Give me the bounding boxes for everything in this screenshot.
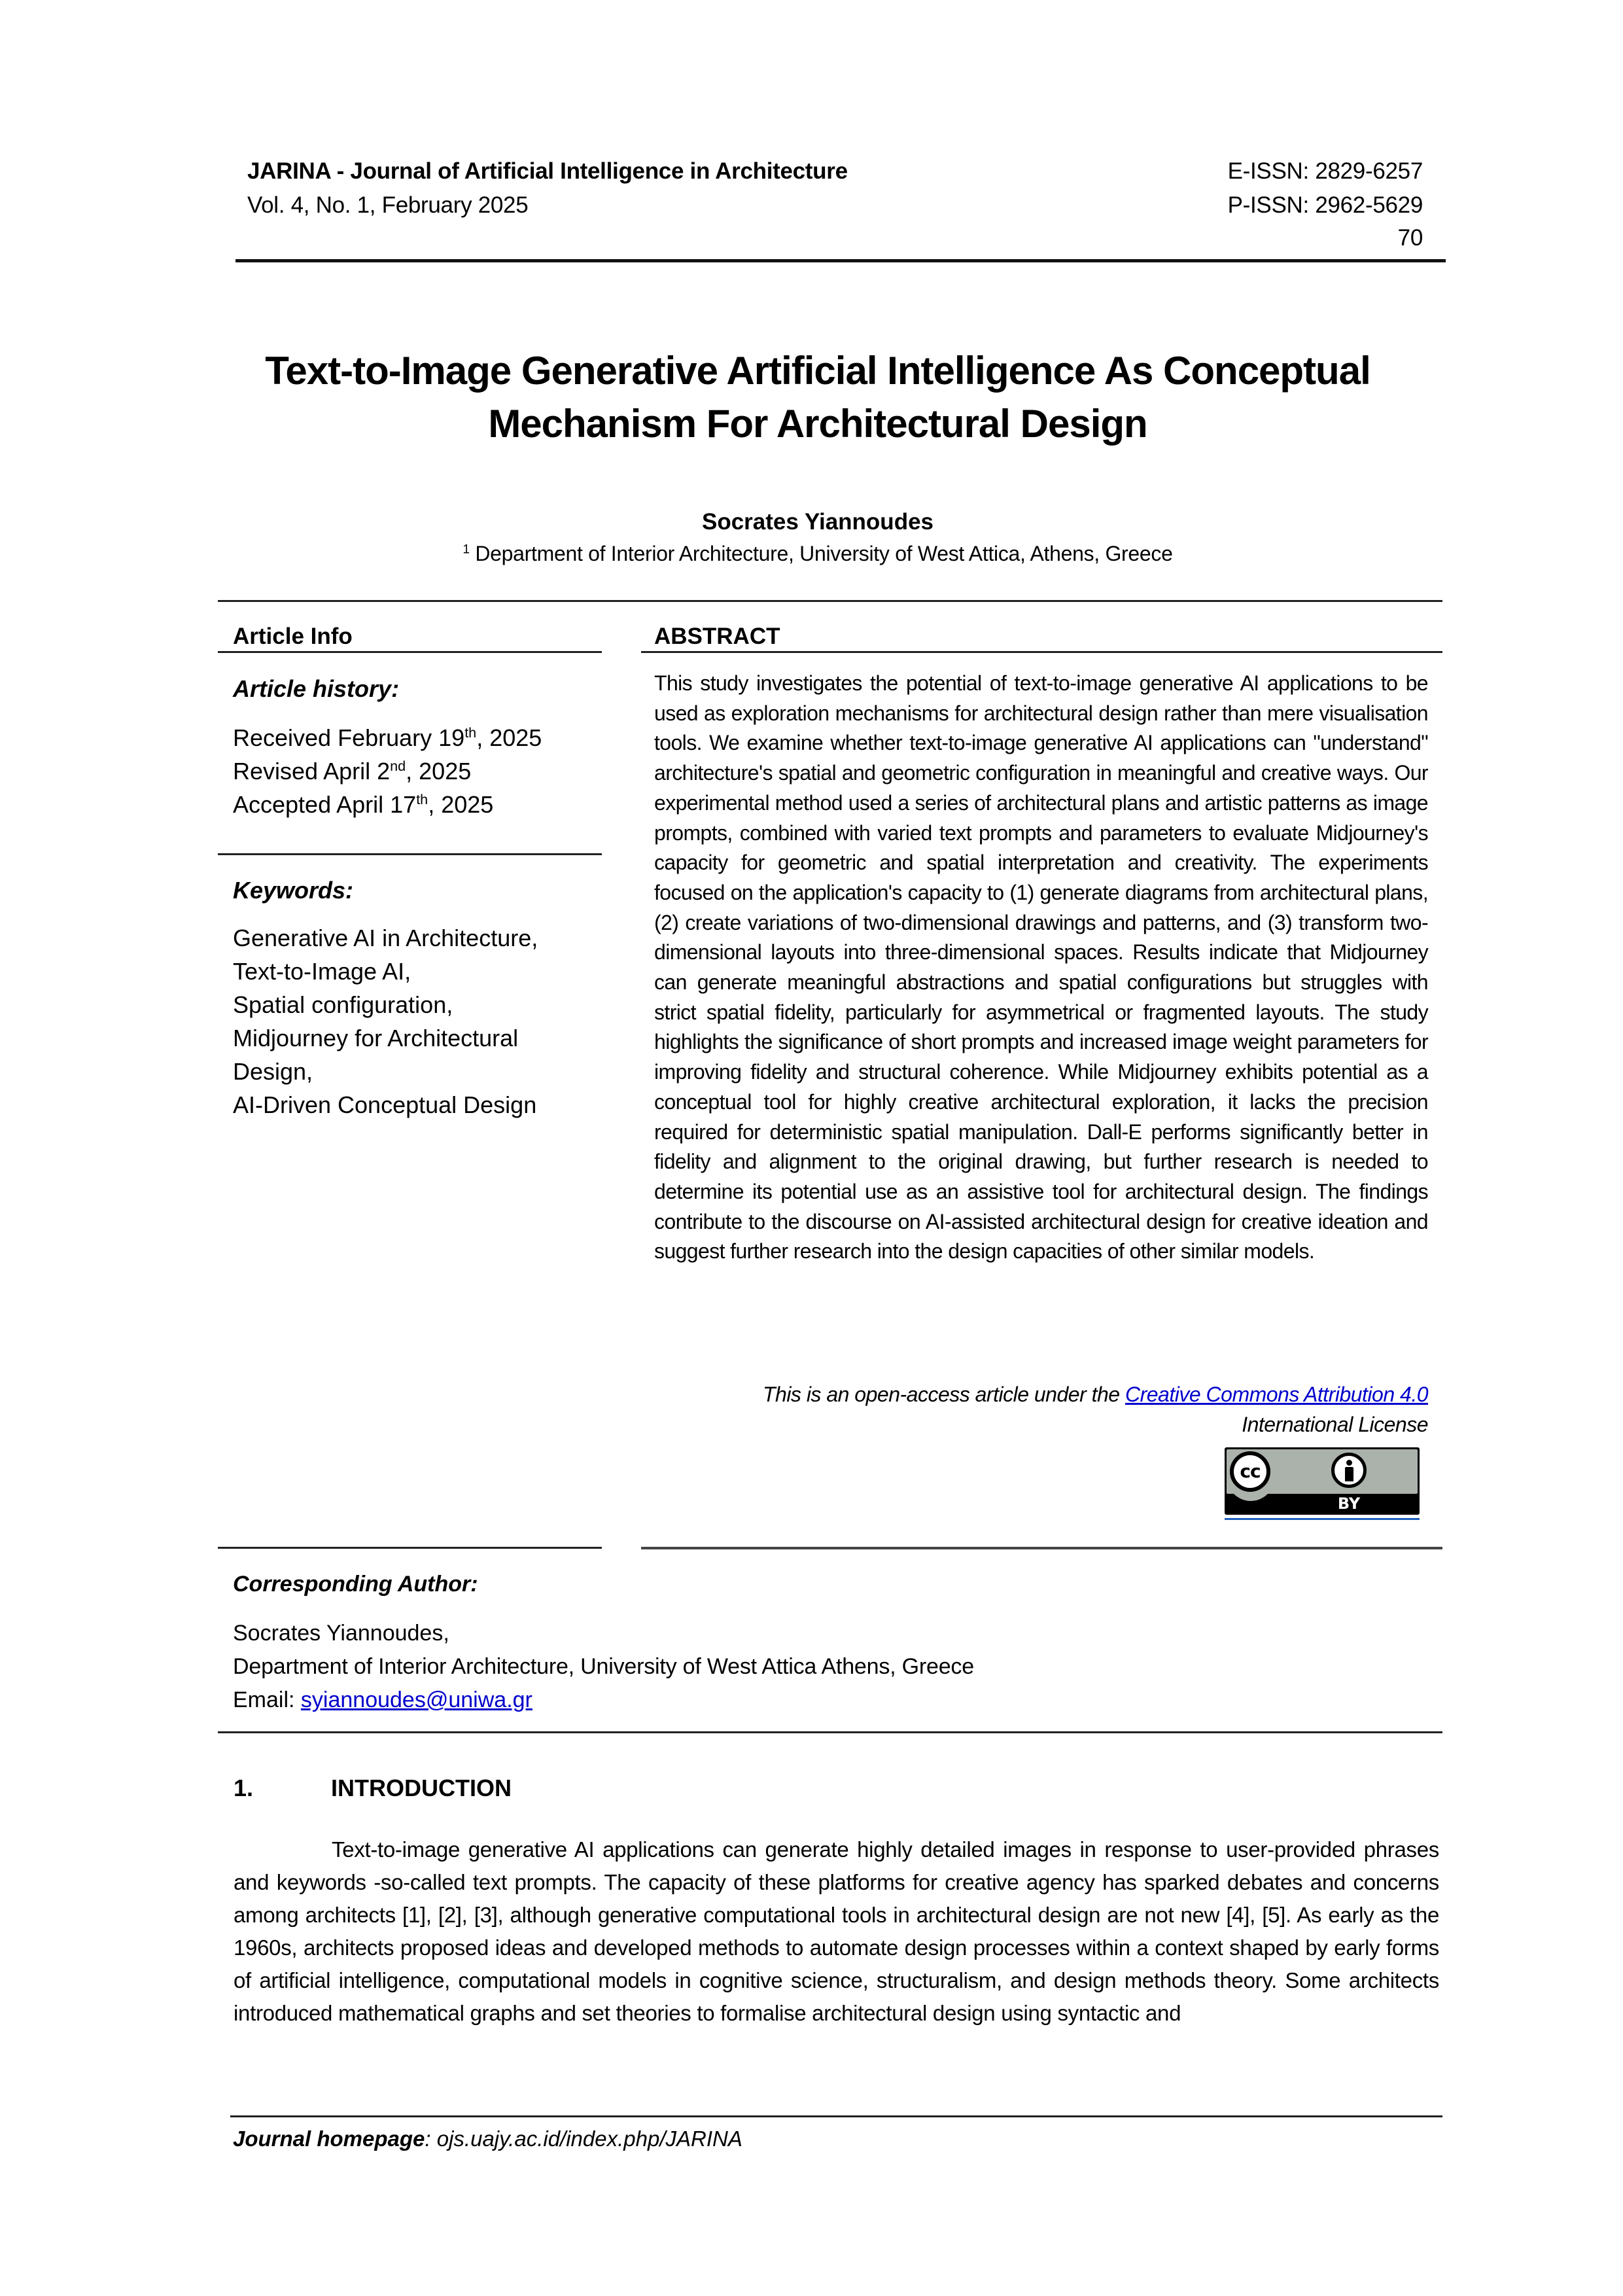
author-name: Socrates Yiannoudes (701, 509, 934, 535)
license-statement (654, 1379, 1428, 1409)
keywords-label: Keywords: (233, 877, 354, 904)
introduction-body (234, 1833, 1439, 2030)
email-label: Email: (233, 1687, 301, 1712)
abstract-body (654, 669, 1428, 1267)
volume-issue: Vol. 4, No. 1, February 2025 (247, 192, 529, 218)
license-link[interactable]: Creative Commons Attribution 4.0 (1125, 1383, 1428, 1406)
p-issn: P-ISSN: 2962-5629 (1227, 192, 1423, 218)
abstract-heading: ABSTRACT (654, 624, 780, 649)
badge-by-label: BY (1337, 1494, 1361, 1513)
corresponding-author-email-row (233, 1687, 532, 1713)
history-revised: Revised April 2nd, 2025 (233, 758, 472, 785)
email-link[interactable]: syiannoudes@uniwa.gr (300, 1687, 532, 1712)
article-info-rule (218, 651, 602, 653)
keyword-line: Midjourney for Architectural (233, 1025, 519, 1051)
keyword-line: Spatial configuration, (233, 991, 453, 1018)
abstract-rule (641, 651, 1442, 653)
keyword-line: Design, (233, 1058, 313, 1085)
introduction-paragraph: Text-to-image generative AI applications can generate highly detailed images in response to user-provided phrases and keywords -so-called text prompts. The capacity of these platforms for creative agency has sparked debates and concerns among architects [1], [2], [3], although generative computational tools in architectural design are not new [4], [5]. As early as the 1960s, architects proposed ideas and developed methods to automate design processes within a context shaped by early forms of artificial intelligence, computational models in cognitive science, structuralism, and design methods theory. Some architects introduced mathematical graphs and set theories to formalise architectural design using syntactic and (234, 1837, 1439, 2025)
journal-title: JARINA - Journal of Artificial Intelligence in Architecture (247, 158, 848, 184)
article-history-list (233, 721, 542, 821)
article-info-bottom-rule (218, 1547, 602, 1549)
author-bottom-rule (218, 1731, 1442, 1733)
info-top-rule (218, 600, 1442, 602)
article-history-label: Article history: (233, 675, 400, 702)
cc-by-badge[interactable] (1225, 1447, 1420, 1515)
paper-title-line-2: Mechanism For Architectural Design (488, 402, 1147, 446)
corresponding-author-name: Socrates Yiannoudes, (233, 1621, 449, 1646)
footer-rule (230, 2115, 1442, 2117)
history-accepted: Accepted April 17th, 2025 (233, 791, 494, 818)
page-number: 70 (1397, 225, 1423, 251)
abstract-bottom-rule (641, 1547, 1442, 1549)
corresponding-author-department: Department of Interior Architecture, University of West Attica Athens, Greece (233, 1654, 974, 1679)
attribution-person-icon (1331, 1453, 1367, 1488)
keyword-line: AI-Driven Conceptual Design (233, 1091, 537, 1118)
homepage-url[interactable]: ojs.uajy.ac.id/index.php/JARINA (436, 2127, 742, 2151)
journal-homepage (233, 2127, 742, 2151)
history-rule (218, 853, 602, 855)
abstract-text: This study investigates the potential of text-to-image generative AI applications to be used as exploration mechanisms for architectural design rather than mere visualisation tools. We examine whether text-to-image generative AI applications can "understand" architecture's spatial and geometric configuration in meaningful and creative ways. Our experimental method used a series of architectural plans and artistic patterns as image prompts, combined with varied text prompts and parameters to evaluate Midjourney's capacity for geometric and spatial interpretation and creativity. The experiments focused on the application's capacity to (1) generate diagrams from architectural plans, (2) create variations of two-dimensional drawings and patterns, and (3) transform two-dimensional layouts into three-dimensional spaces. Results indicate that Midjourney can generate meaningful abstractions and spatial configurations but struggles with strict spatial fidelity, particularly for asymmetrical or fragmented layouts. The study highlights the significance of short prompts and increased image weight parameters for improving fidelity and structural coherence. While Midjourney exhibits potential as a conceptual tool for highly creative architectural exploration, it lacks the precision required for deterministic spatial manipulation. Dall-E performs significantly better in fidelity and alignment to the original drawing, but further research is needed to determine its potential use as an assistive tool for architectural design. The findings contribute to the discourse on AI-assisted architectural design for creative ideation and suggest further research into the design capacities of other similar models. (654, 671, 1428, 1263)
license-suffix: International License (1242, 1413, 1428, 1436)
keywords-list (233, 921, 538, 1122)
affiliation-text: Department of Interior Architecture, University of West Attica, Athens, Greece (469, 542, 1173, 565)
header-rule (236, 259, 1446, 262)
e-issn: E-ISSN: 2829-6257 (1227, 158, 1423, 184)
license-prefix: This is an open-access article under the (762, 1383, 1125, 1406)
homepage-separator: : (425, 2127, 437, 2151)
person-body (1345, 1467, 1353, 1481)
homepage-label: Journal homepage (233, 2127, 425, 2151)
person-head (1346, 1460, 1352, 1466)
badge-link-underline (1225, 1518, 1420, 1520)
section-heading-introduction: INTRODUCTION (331, 1775, 512, 1801)
affiliation-marker: 1 (462, 542, 470, 557)
keyword-line: Generative AI in Architecture, (233, 925, 538, 951)
keyword-line: Text-to-Image AI, (233, 958, 411, 985)
section-number: 1. (234, 1775, 254, 1801)
author-affiliation (196, 542, 1439, 566)
article-info-heading: Article Info (233, 624, 353, 649)
creative-commons-icon: cc (1230, 1451, 1270, 1492)
corresponding-author-label: Corresponding Author: (233, 1572, 478, 1597)
paper-title-line-1: Text-to-Image Generative Artificial Intelligence As Conceptual (265, 349, 1370, 393)
history-received: Received February 19th, 2025 (233, 724, 542, 751)
